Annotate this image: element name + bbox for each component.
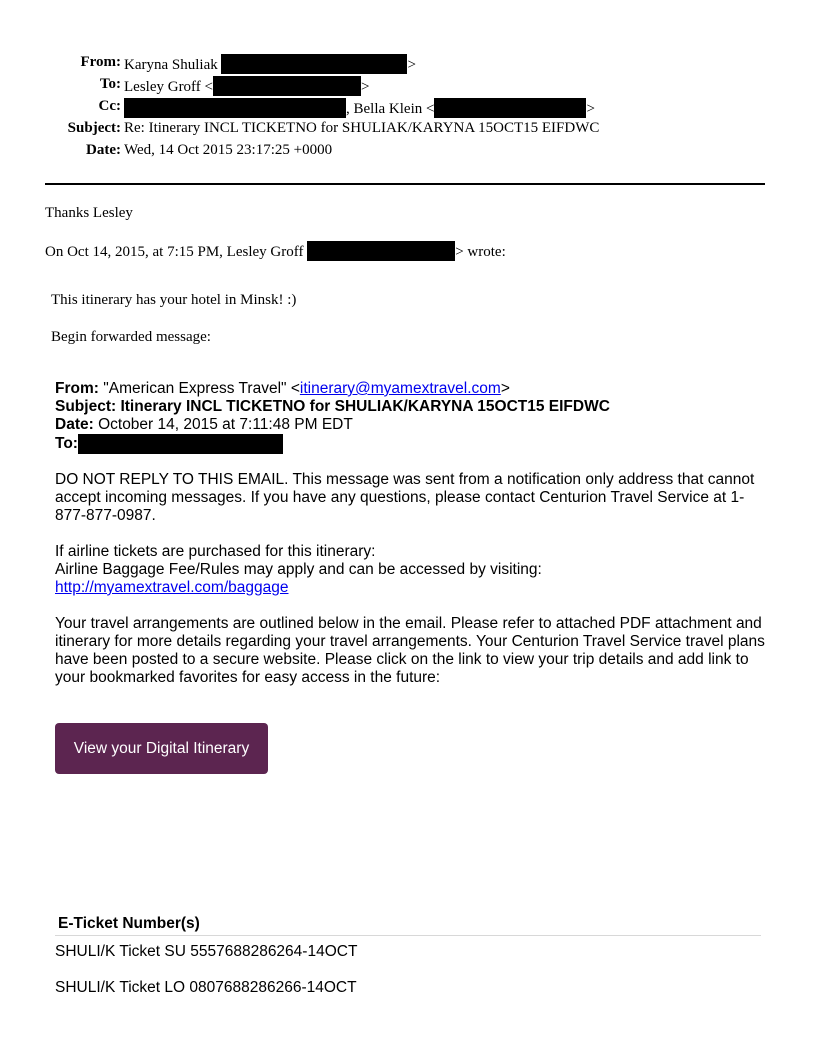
date-label: Date: xyxy=(86,142,121,158)
forward-note: Begin forwarded message: xyxy=(51,329,211,345)
from-name: Karyna Shuliak xyxy=(124,57,218,73)
angle-open: < xyxy=(425,101,435,117)
fwd-from-name: "American Express Travel" < xyxy=(103,380,300,397)
tickets-divider xyxy=(55,935,761,936)
fwd-from-close: > xyxy=(500,380,510,397)
fwd-to-label: To: xyxy=(55,435,78,452)
fwd-from-label: From: xyxy=(55,380,99,397)
redaction-block xyxy=(221,54,407,74)
to-name: Lesley Groff xyxy=(124,79,201,95)
to-label: To: xyxy=(99,76,121,92)
ticket-item: SHULI/K Ticket SU 5557688286264-14OCT xyxy=(55,943,358,960)
header-divider xyxy=(45,183,765,185)
fwd-subject: Itinerary INCL TICKETNO for SHULIAK/KARYNA 15OCT15 EIFDWC xyxy=(120,398,610,415)
ticket-item: SHULI/K Ticket LO 0807688286266-14OCT xyxy=(55,979,357,996)
tickets-heading: E-Ticket Number(s) xyxy=(58,915,200,932)
arrangements-paragraph: Your travel arrangements are outlined below in the email. Please refer to attached PDF attachment and itinerary for more details regarding your travel arrangements. Your Centurion Travel Service travel plans have been posted to a secure website. Please click on the link to view your trip details and add link to your bookmarked favorites for easy access in the future: xyxy=(55,615,765,686)
angle-close: > xyxy=(586,101,595,117)
redaction-block xyxy=(78,434,283,454)
baggage-link[interactable]: http://myamextravel.com/baggage xyxy=(55,579,289,596)
notice-paragraph: DO NOT REPLY TO THIS EMAIL. This message was sent from a notification only address that cannot accept incoming messages. If you have any questions, please contact Centurion Travel Service at 1-877-877-0987. xyxy=(55,471,755,524)
fwd-subject-label: Subject: xyxy=(55,398,117,415)
view-itinerary-button[interactable]: View your Digital Itinerary xyxy=(55,723,268,774)
fwd-date: October 14, 2015 at 7:11:48 PM EDT xyxy=(98,416,353,433)
to-value xyxy=(124,76,369,96)
redaction-block xyxy=(124,98,346,118)
redaction-block xyxy=(213,76,361,96)
subject-value: Re: Itinerary INCL TICKETNO for SHULIAK/KARYNA 15OCT15 EIFDWC xyxy=(124,120,600,136)
redaction-block xyxy=(307,241,455,261)
cc-value xyxy=(124,98,595,118)
cc-label: Cc: xyxy=(98,98,121,114)
airline-line-1: If airline tickets are purchased for this itinerary: xyxy=(55,543,376,560)
fwd-date-label: Date: xyxy=(55,416,94,433)
quote-intro-end: > wrote: xyxy=(455,244,506,260)
angle-close: > xyxy=(407,57,416,73)
angle-close: > xyxy=(361,79,370,95)
fwd-from-email-link[interactable]: itinerary@myamextravel.com xyxy=(299,380,501,397)
cc-name: , Bella Klein xyxy=(346,101,423,117)
greeting: Thanks Lesley xyxy=(45,205,133,221)
from-label: From: xyxy=(80,54,121,70)
angle-open: < xyxy=(204,79,213,95)
from-value xyxy=(124,54,416,74)
quote-intro-text: On Oct 14, 2015, at 7:15 PM, Lesley Groff xyxy=(45,244,304,260)
redaction-block xyxy=(434,98,586,118)
airline-line-2: Airline Baggage Fee/Rules may apply and can be accessed by visiting: xyxy=(55,561,542,578)
date-value: Wed, 14 Oct 2015 23:17:25 +0000 xyxy=(124,142,333,158)
subject-label: Subject: xyxy=(67,120,121,136)
hotel-note: This itinerary has your hotel in Minsk! :) xyxy=(51,292,297,308)
quote-intro xyxy=(45,241,506,261)
